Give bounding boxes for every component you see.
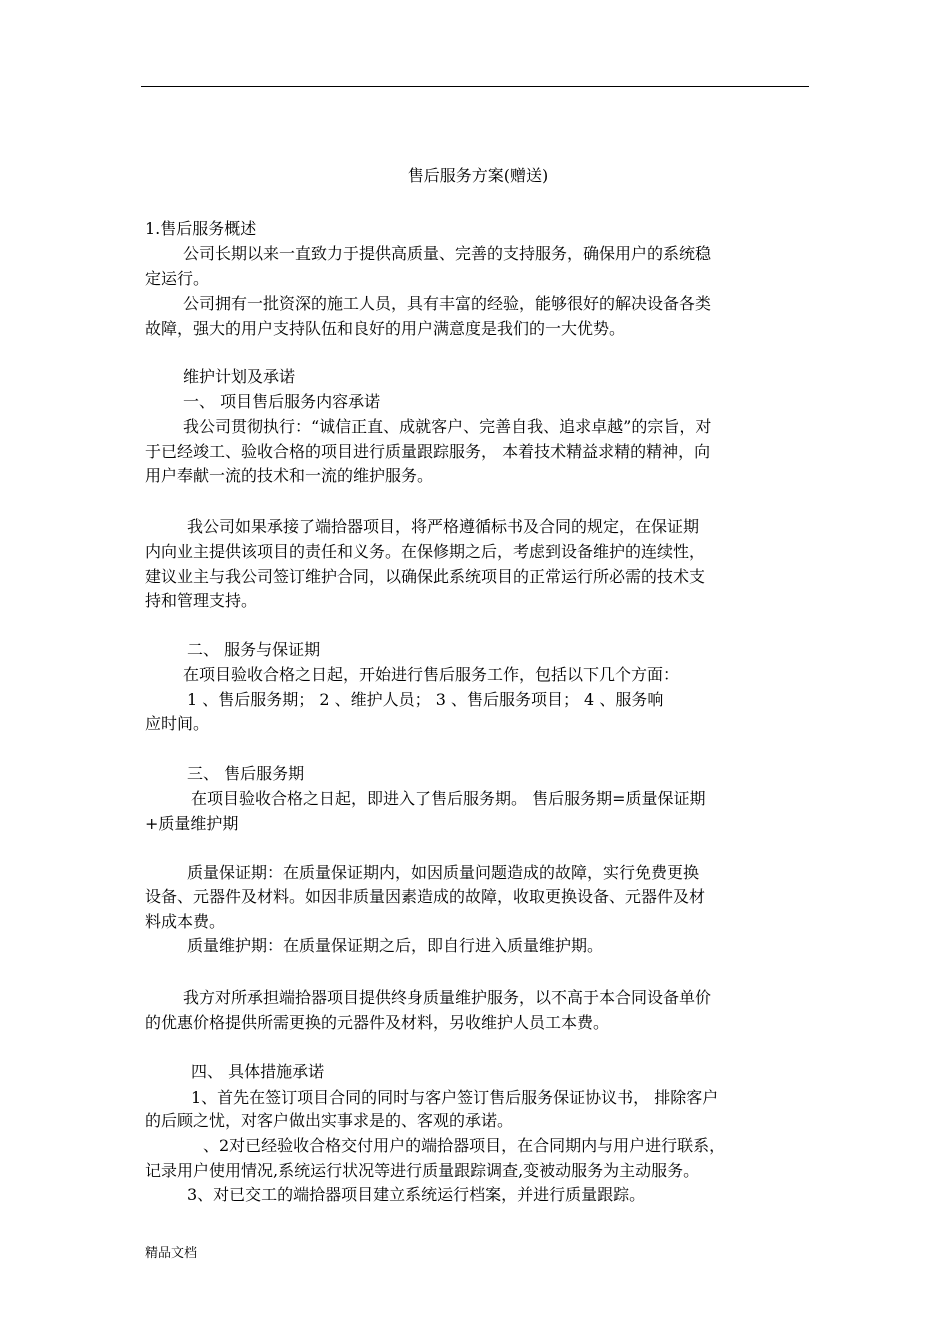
paragraph-line: 设备、元器件及材料。如因非质量因素造成的故障，收取更换设备、元器件及材	[145, 887, 706, 906]
paragraph-line: 的后顾之忧，对客户做出实事求是的、客观的承诺。	[145, 1111, 514, 1130]
section-heading: 维护计划及承诺	[183, 367, 296, 386]
paragraph-line: 我公司贯彻执行：“诚信正直、成就客户、完善自我、追求卓越”的宗旨，对	[183, 417, 712, 436]
paragraph-line: 内向业主提供该项目的责任和义务。在保修期之后，考虑到设备维护的连续性，	[145, 542, 706, 561]
paragraph-line: 1 、售后服务期； 2 、维护人员； 3 、售后服务项目； 4 、服务响	[187, 690, 664, 709]
paragraph-line: 建议业主与我公司签订维护合同，以确保此系统项目的正常运行所必需的技术支	[145, 567, 706, 586]
paragraph-line: 用户奉献一流的技术和一流的维护服务。	[145, 466, 434, 485]
paragraph-line: 在项目验收合格之日起，开始进行售后服务工作，包括以下几个方面：	[183, 665, 680, 684]
section-heading: 四、 具体措施承诺	[191, 1062, 325, 1081]
section-heading: 一、 项目售后服务内容承诺	[183, 392, 381, 411]
paragraph-line: +质量维护期	[145, 814, 239, 833]
paragraph-line: 定运行。	[145, 269, 210, 288]
paragraph-line: 于已经竣工、验收合格的项目进行质量跟踪服务， 本着技术精益求精的精神，向	[145, 442, 711, 461]
section-heading: 1.售后服务概述	[145, 219, 257, 238]
paragraph-line: 的优惠价格提供所需更换的元器件及材料，另收维护人员工本费。	[145, 1013, 610, 1032]
section-heading: 三、 售后服务期	[187, 764, 305, 783]
paragraph-line: 我方对所承担端拾器项目提供终身质量维护服务，以不高于本合同设备单价	[183, 988, 712, 1007]
paragraph-line: 、2对已经验收合格交付用户的端拾器项目，在合同期内与用户进行联系，	[203, 1136, 726, 1155]
paragraph-line: 质量维护期：在质量保证期之后，即自行进入质量维护期。	[187, 936, 604, 955]
paragraph-line: 1、首先在签订项目合同的同时与客户签订售后服务保证协议书， 排除客户	[191, 1088, 719, 1107]
header-rule	[141, 86, 809, 87]
paragraph-line: 质量保证期：在质量保证期内，如因质量问题造成的故障，实行免费更换	[187, 863, 700, 882]
paragraph-line: 公司拥有一批资深的施工人员，具有丰富的经验，能够很好的解决设备各类	[183, 294, 712, 313]
paragraph-line: 持和管理支持。	[145, 591, 258, 610]
document-title: 售后服务方案(赠送)	[407, 166, 549, 185]
page-footer: 精品文档	[145, 1246, 198, 1261]
paragraph-line: 料成本费。	[145, 912, 226, 931]
section-heading: 二、 服务与保证期	[187, 640, 321, 659]
paragraph-line: 在项目验收合格之日起，即进入了售后服务期。 售后服务期=质量保证期	[191, 789, 706, 808]
paragraph-line: 公司长期以来一直致力于提供高质量、完善的支持服务，确保用户的系统稳	[183, 244, 712, 263]
paragraph-line: 我公司如果承接了端拾器项目，将严格遵循标书及合同的规定，在保证期	[187, 517, 700, 536]
paragraph-line: 记录用户使用情况,系统运行状况等进行质量跟踪调查,变被动服务为主动服务。	[145, 1161, 700, 1180]
paragraph-line: 3、对已交工的端拾器项目建立系统运行档案，并进行质量跟踪。	[187, 1185, 646, 1204]
paragraph-line: 故障，强大的用户支持队伍和良好的用户满意度是我们的一大优势。	[145, 319, 626, 338]
paragraph-line: 应时间。	[145, 714, 210, 733]
